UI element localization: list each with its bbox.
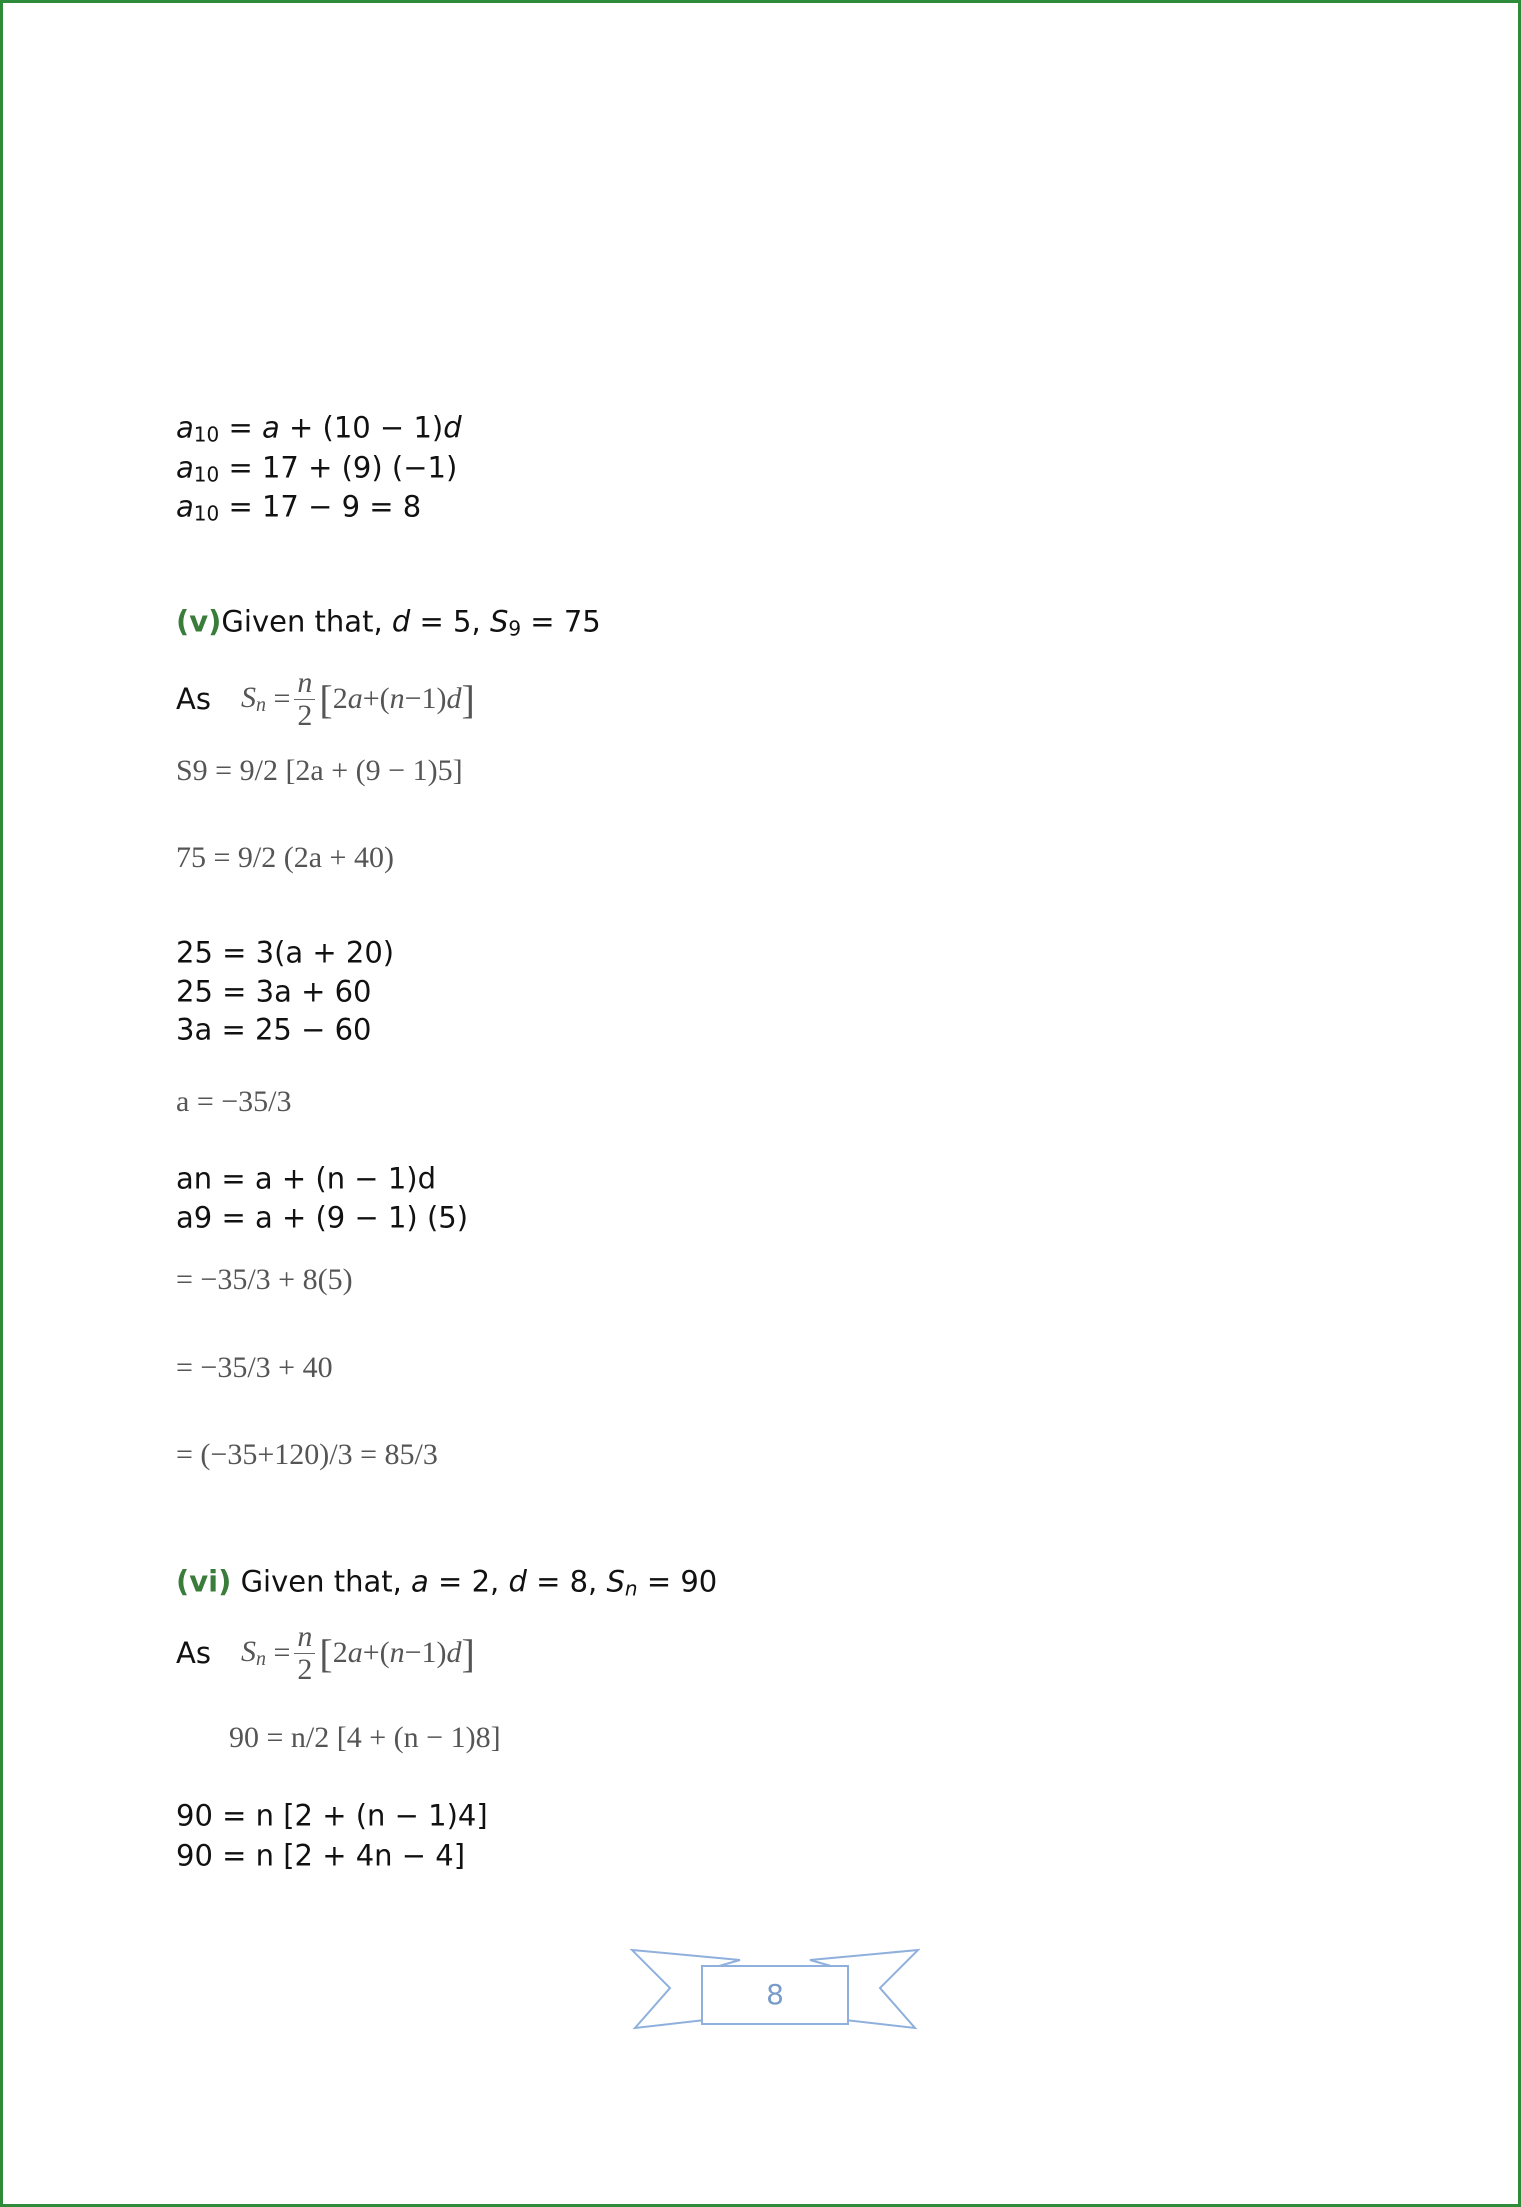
as-label: As bbox=[176, 1636, 211, 1670]
part-vi-label: (vi) bbox=[176, 1564, 232, 1599]
as-label: As bbox=[176, 682, 211, 716]
part-v-heading: (v)Given that, d = 5, $S_9 = 75$ bbox=[176, 604, 601, 641]
part-vi-heading: (vi) Given that, a = 2, d = 8, $S_n = 90$ bbox=[176, 1564, 718, 1601]
step-line: 90 = n [2 + 4n − 4] bbox=[176, 1838, 466, 1873]
a-value: a = −35/3 bbox=[176, 1085, 292, 1118]
part-vi-sn-formula: As $S_n$ = n 2 [ 2 a +( n −1) d ] bbox=[176, 1620, 475, 1686]
step-line: 25 = 3(a + 20) bbox=[176, 935, 395, 970]
page-number: 8 bbox=[766, 1978, 784, 2011]
equation-a10-result: $a_{10} = 17 - 9 = 8$ bbox=[176, 489, 422, 526]
equation-a10-formula: $a_{10} = a + (10 - 1)d$ bbox=[176, 410, 462, 447]
part-vi-eq90: 90 = n/2 [4 + (n − 1)8] bbox=[229, 1721, 501, 1754]
part-v-label: (v) bbox=[176, 604, 222, 639]
part-v-eq75: 75 = 9/2 (2a + 40) bbox=[176, 841, 394, 874]
part-v-sn-formula: As $S_n$ = n 2 [ 2 a +( n −1) d ] bbox=[176, 666, 475, 732]
step-line: 90 = n [2 + (n − 1)4] bbox=[176, 1798, 488, 1833]
calc-line-1: = −35/3 + 8(5) bbox=[176, 1263, 353, 1296]
step-line: 25 = 3a + 60 bbox=[176, 974, 372, 1009]
a9-formula: a9 = a + (9 − 1) (5) bbox=[176, 1200, 469, 1235]
step-line: 3a = 25 − 60 bbox=[176, 1012, 372, 1047]
calc-line-2: = −35/3 + 40 bbox=[176, 1351, 333, 1384]
calc-line-3: = (−35+120)/3 = 85/3 bbox=[176, 1438, 438, 1471]
an-formula: an = a + (n − 1)d bbox=[176, 1161, 436, 1196]
equation-a10-substitute: $a_{10} = 17 + (9)$ (−1) bbox=[176, 450, 458, 487]
part-v-s9-formula: S9 = 9/2 [2a + (9 − 1)5] bbox=[176, 754, 463, 787]
